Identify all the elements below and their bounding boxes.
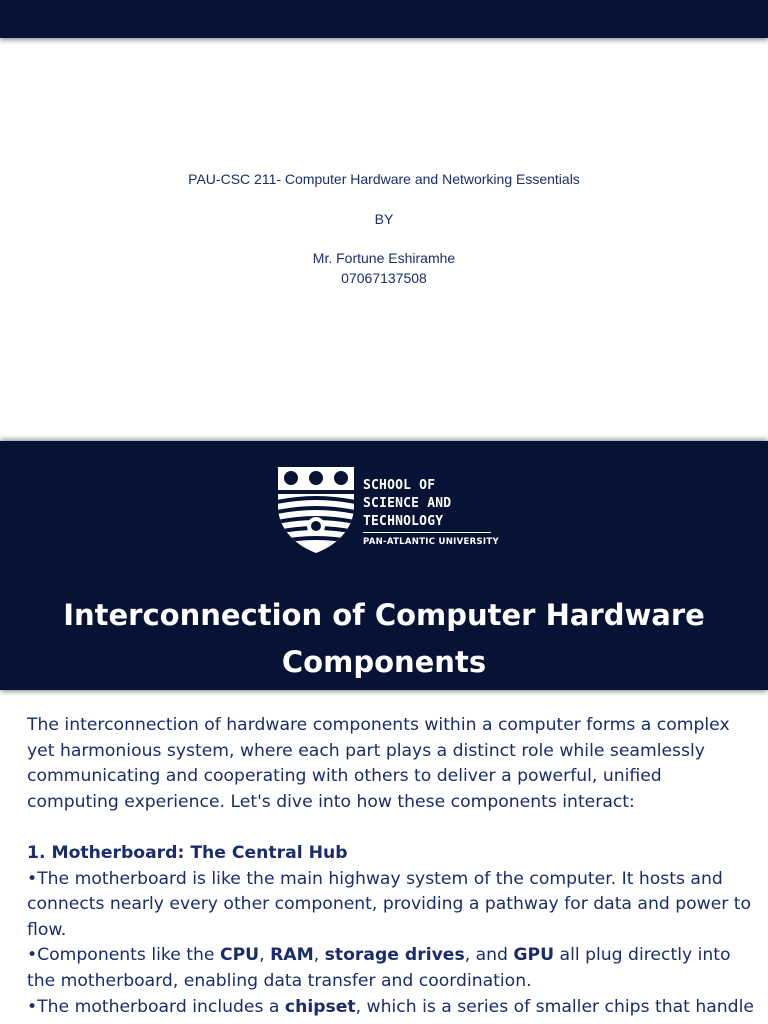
slide-header-bar bbox=[0, 0, 768, 38]
school-name-line-1: SCHOOL OF bbox=[363, 478, 436, 493]
university-name: PAN-ATLANTIC UNIVERSITY bbox=[363, 537, 499, 547]
by-label: BY bbox=[374, 211, 394, 227]
bullet-marker: • bbox=[27, 868, 38, 889]
school-logo bbox=[277, 466, 499, 554]
section-heading-motherboard: 1. Motherboard: The Central Hub bbox=[27, 842, 348, 863]
logo-divider bbox=[363, 532, 491, 533]
bullet-text: , bbox=[313, 945, 325, 966]
author-name: Mr. Fortune Eshiramhe bbox=[312, 250, 456, 266]
bullet-marker: • bbox=[27, 996, 38, 1017]
bullet-text: , bbox=[259, 945, 271, 966]
bullet-marker: • bbox=[27, 945, 38, 966]
school-name-line-2: SCIENCE AND bbox=[363, 496, 452, 511]
title-banner bbox=[0, 441, 768, 690]
bullet-text: The motherboard includes a bbox=[37, 996, 285, 1017]
slide-body bbox=[27, 713, 757, 1020]
paragraph-gap bbox=[27, 815, 757, 841]
university-shield-icon bbox=[277, 466, 355, 554]
bullet-text: Components like the bbox=[37, 945, 220, 966]
course-title: PAU-CSC 211- Computer Hardware and Networking Essentials bbox=[188, 171, 580, 187]
school-name bbox=[363, 477, 451, 531]
term-ram: RAM bbox=[270, 945, 314, 966]
bullet-text: The motherboard is like the main highway system of the computer. It hosts and connects nearly every other component, providing a pathway for data and power to flow. bbox=[27, 868, 752, 940]
school-name-line-3: TECHNOLOGY bbox=[363, 514, 444, 529]
term-chipset: chipset bbox=[284, 996, 356, 1017]
bullet-item bbox=[27, 995, 757, 1021]
term-gpu: GPU bbox=[513, 945, 555, 966]
bullet-text: , and bbox=[464, 945, 514, 966]
bullet-text: , which is a series of smaller chips that handle bbox=[355, 996, 754, 1017]
slide-title: Interconnection of Computer Hardware Components bbox=[63, 598, 705, 679]
bullet-text: all plug directly into the motherboard, enabling data transfer and coordination. bbox=[27, 945, 731, 991]
term-storage-drives: storage drives bbox=[324, 945, 465, 966]
intro-paragraph: The interconnection of hardware components within a computer forms a complex yet harmonious system, where each part plays a distinct role while seamlessly communicating and cooperating with others to deliver a powerful, unified computing experience. Let's dive into how these components interact: bbox=[27, 715, 730, 812]
author-phone: 07067137508 bbox=[341, 270, 427, 286]
bullet-item bbox=[27, 943, 757, 994]
bullet-item bbox=[27, 867, 757, 944]
term-cpu: CPU bbox=[219, 945, 260, 966]
